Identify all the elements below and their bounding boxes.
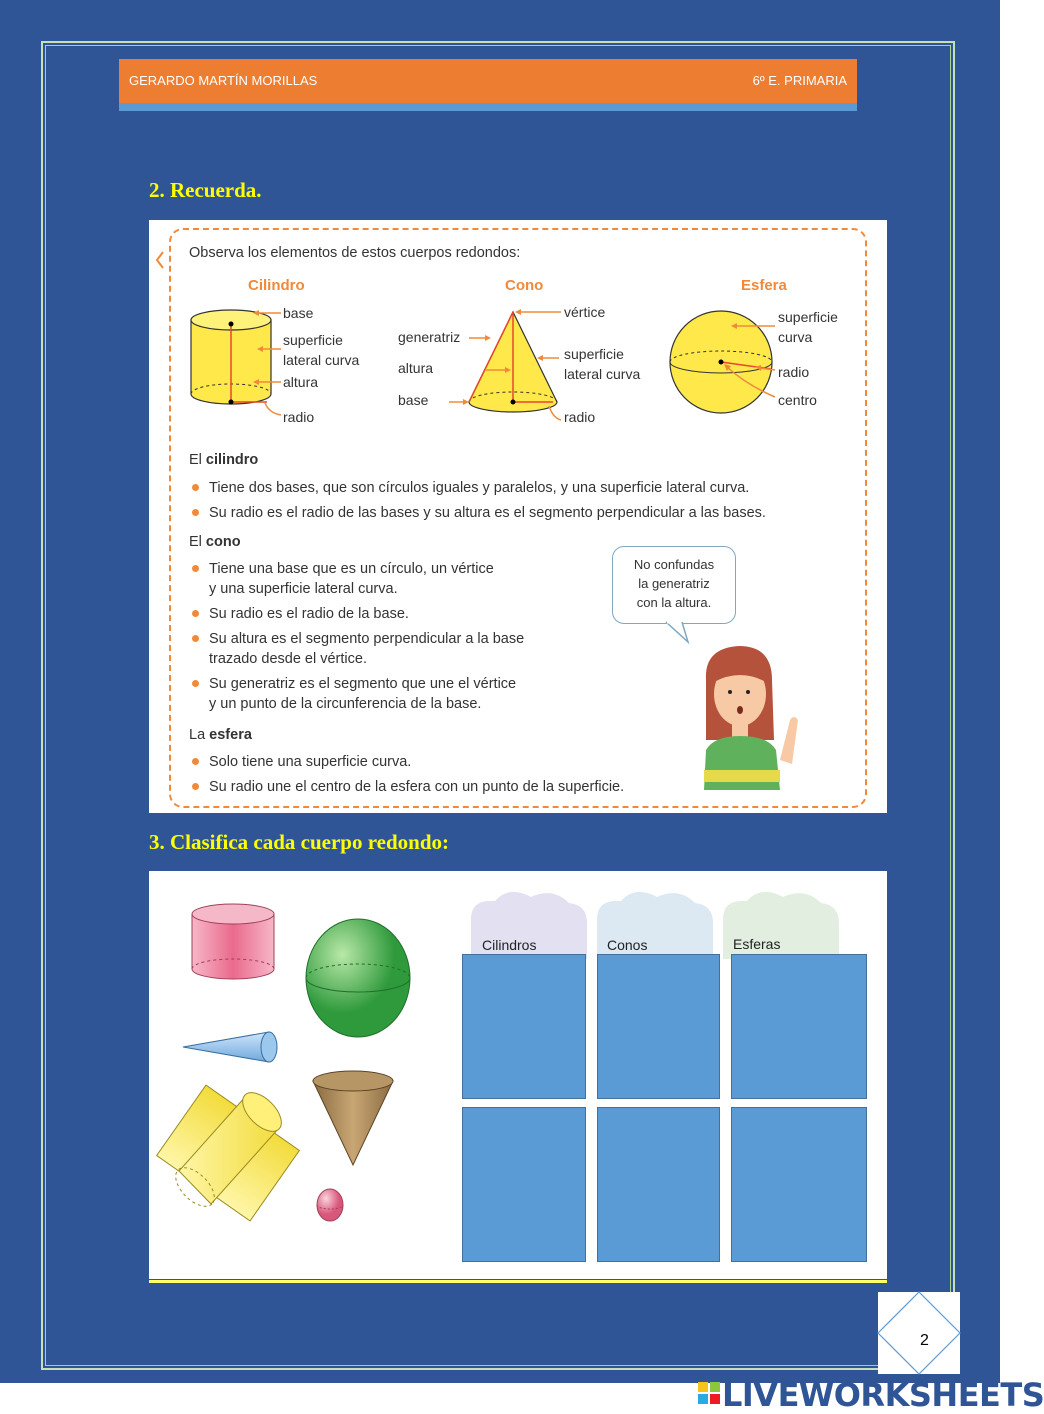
cono-label-radio: radio [564,409,596,425]
list-item: Tiene una base que es un círculo, un vértice y una superficie lateral curva. [189,559,524,599]
green-sphere-shape[interactable] [304,916,414,1041]
list-item: Su radio es el radio de las bases y su altura es el segmento perpendicular a las bases. [189,503,766,523]
section-2-title: 2. Recuerda. [149,178,262,202]
header-author: GERARDO MARTÍN MORILLAS [129,73,318,88]
cilindro-heading: El cilindro [189,452,259,468]
cilindro-label-altura: altura [283,374,319,390]
yellow-cylinder-shape[interactable] [171,1086,286,1221]
cilindro-title: Cilindro [248,277,305,294]
cono-heading: El cono [189,534,241,550]
cono-label-generatriz: generatriz [398,329,461,345]
drop-zone-cilindros-2[interactable] [462,1107,586,1262]
intro-text: Observa los elementos de estos cuerpos redondos: [189,245,521,261]
drop-zone-esferas-2[interactable] [731,1107,867,1262]
speech-bubble-tail [664,622,694,644]
blue-cone-shape[interactable] [181,1029,281,1067]
list-item: Tiene dos bases, que son círculos iguales y paralelos, y una superficie lateral curva. [189,478,766,498]
list-item: Su altura es el segmento perpendicular a la base trazado desde el vértice. [189,629,524,669]
list-item: Su generatriz es el segmento que une el vértice y un punto de la circunferencia de la base. [189,674,524,714]
cilindro-label-superficie: superficie [283,332,343,348]
pink-cylinder-shape[interactable] [189,901,279,986]
cilindro-bullets [189,478,766,528]
esfera-label-curva: curva [778,329,813,345]
esfera-label-radio: radio [778,364,810,380]
esfera-label-superficie: superficie [778,309,838,325]
cono-label-vertice: vértice [564,304,606,320]
drop-zone-cilindros-1[interactable] [462,954,586,1099]
esfera-label-centro: centro [778,392,817,408]
list-item: Solo tiene una superficie curva. [189,752,624,772]
cono-bullets [189,559,524,719]
page-number: 2 [920,1332,929,1349]
section-3-title: 3. Clasifica cada cuerpo redondo: [149,830,450,854]
cilindro-label-lateral-curva: lateral curva [283,352,360,368]
cilindro-label-radio: radio [283,409,315,425]
liveworksheets-brand[interactable]: LIVEWORKSHEETS [722,1376,1044,1414]
column-label-conos: Conos [607,937,648,953]
cono-label-altura: altura [398,360,434,376]
classify-panel [149,871,887,1279]
esfera-bullets [189,752,624,802]
diamond-icon [878,1292,960,1374]
column-label-esferas: Esferas [733,936,781,952]
column-label-cilindros: Cilindros [482,937,537,953]
liveworksheets-logo-icon [698,1382,720,1404]
header-strip [119,103,857,111]
list-item: Su radio es el radio de la base. [189,604,524,624]
drop-zone-esferas-1[interactable] [731,954,867,1099]
cono-label-base: base [398,392,429,408]
cilindro-label-base: base [283,305,314,321]
chevron-left-icon [153,250,167,270]
small-pink-sphere-shape[interactable] [314,1187,346,1223]
girl-illustration [694,640,809,790]
cono-label-lateral-curva: lateral curva [564,366,641,382]
page-header [119,59,857,103]
drop-zone-conos-2[interactable] [597,1107,720,1262]
drop-zone-conos-1[interactable] [597,954,720,1099]
cono-label-superficie: superficie [564,346,624,362]
esfera-heading: La esfera [189,727,252,743]
header-course: 6º E. PRIMARIA [752,73,847,88]
recuerda-panel [149,220,887,813]
esfera-title: Esfera [741,277,787,294]
cono-title: Cono [505,277,544,294]
page-number-box [878,1292,960,1374]
speech-bubble: No confundas la generatriz con la altura. [612,546,736,624]
brown-cone-shape[interactable] [309,1069,399,1169]
bottom-rule [149,1280,887,1283]
list-item: Su radio une el centro de la esfera con un punto de la superficie. [189,777,624,797]
